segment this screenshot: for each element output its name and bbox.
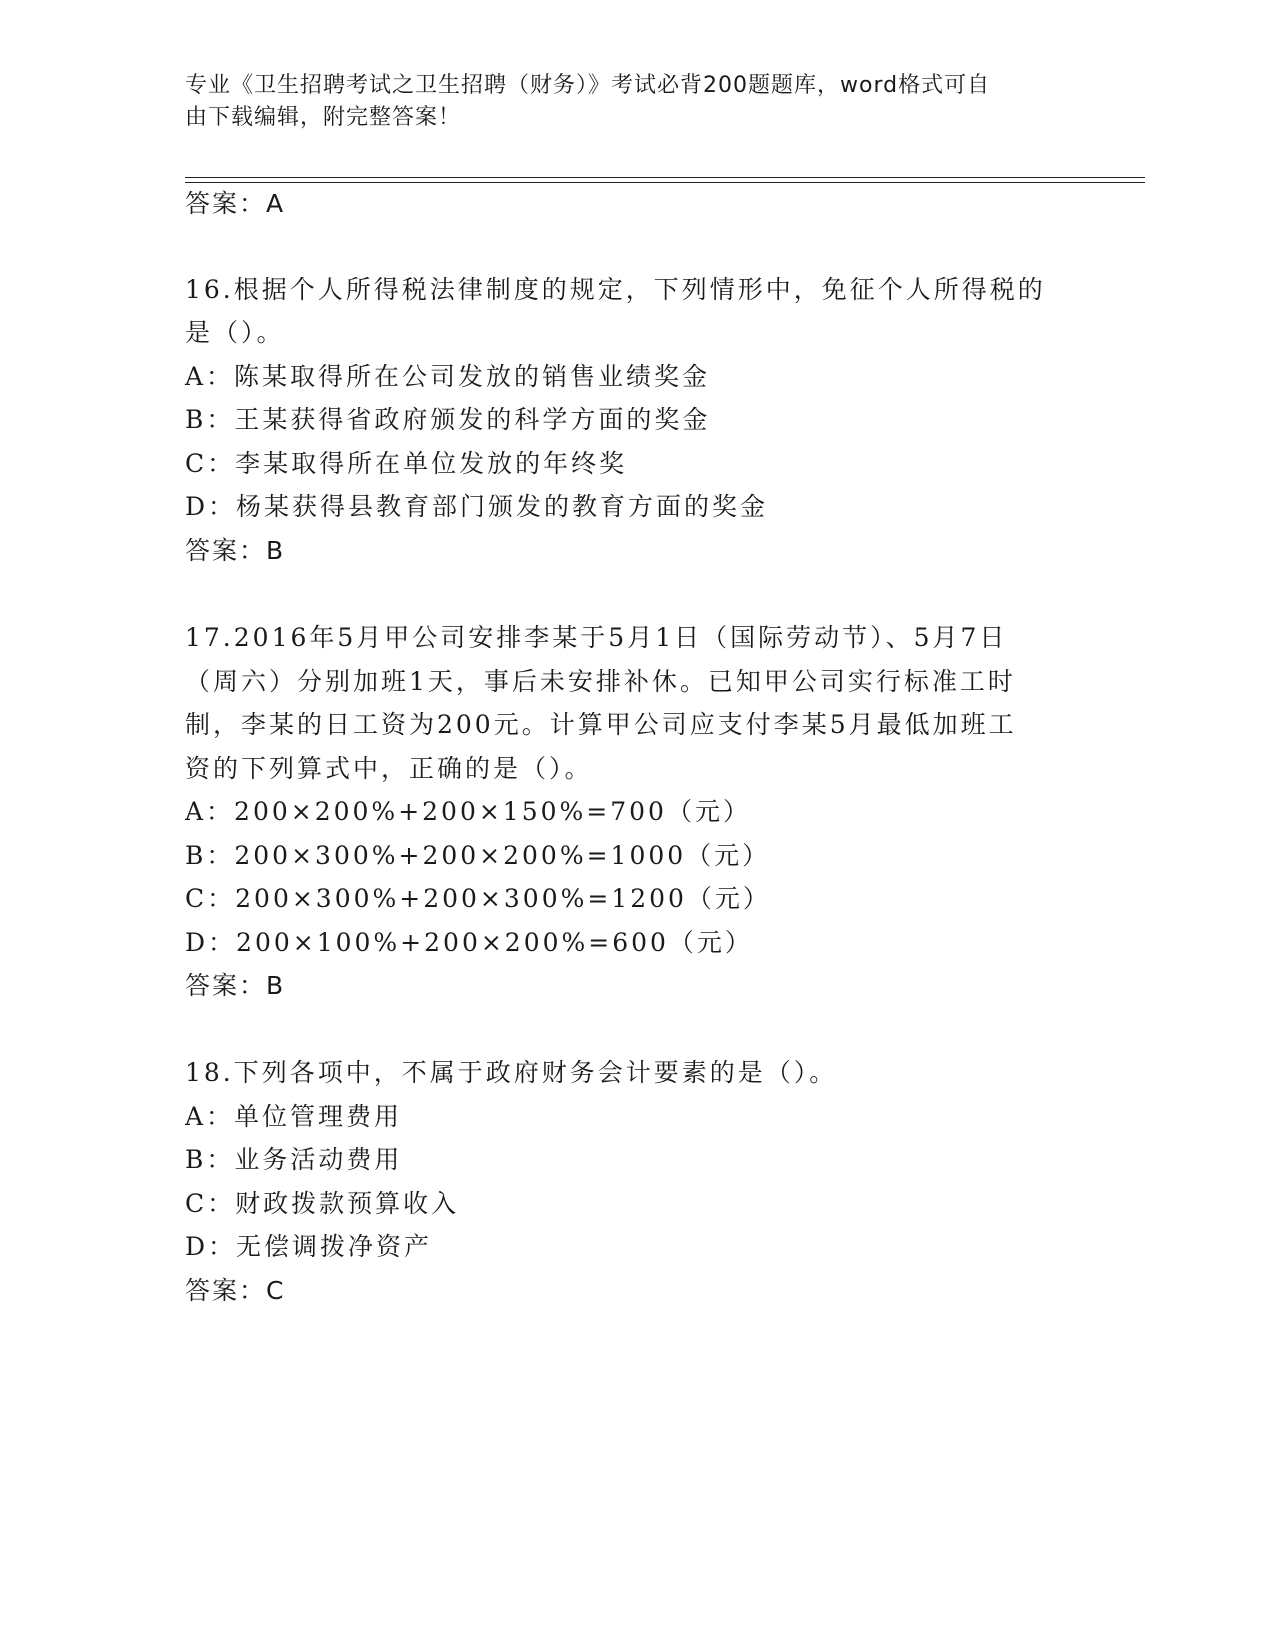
header-rule-bottom — [185, 182, 1145, 183]
question-18-option-c: C：财政拨款预算收入 — [185, 1189, 460, 1218]
question-17-line-4: 资的下列算式中，正确的是（）。 — [185, 754, 593, 783]
question-18-option-a: A：单位管理费用 — [185, 1102, 403, 1131]
previous-answer: 答案：A — [185, 189, 286, 218]
header-line-1: 专业《卫生招聘考试之卫生招聘（财务）》考试必背200题题库，word格式可自 — [185, 73, 991, 98]
question-16-option-c: C：李某取得所在单位发放的年终奖 — [185, 449, 628, 478]
question-16-option-d: D：杨某获得县教育部门颁发的教育方面的奖金 — [185, 492, 769, 521]
question-18-line-1: 18.下列各项中，不属于政府财务会计要素的是（）。 — [185, 1058, 838, 1087]
question-16-option-a: A：陈某取得所在公司发放的销售业绩奖金 — [185, 362, 711, 391]
question-17-option-c: C：200×300%+200×300%=1200（元） — [185, 884, 771, 913]
question-18-answer: 答案：C — [185, 1276, 286, 1305]
header-line-2: 由下载编辑，附完整答案！ — [185, 105, 462, 130]
question-17-option-d: D：200×100%+200×200%=600（元） — [185, 928, 753, 957]
question-17-line-2: （周六）分别加班1天，事后未安排补休。已知甲公司实行标准工时 — [185, 667, 1016, 696]
question-18-option-d: D：无偿调拨净资产 — [185, 1232, 433, 1261]
question-17-option-a: A：200×200%+200×150%=700（元） — [185, 797, 751, 826]
document-header — [185, 70, 1065, 134]
question-17-line-3: 制，李某的日工资为200元。计算甲公司应支付李某5月最低加班工 — [185, 710, 1017, 739]
question-17-line-1: 17.2016年5月甲公司安排李某于5月1日（国际劳动节）、5月7日 — [185, 623, 1008, 652]
question-16-option-b: B：王某获得省政府颁发的科学方面的奖金 — [185, 405, 711, 434]
question-16-line-1: 16.根据个人所得税法律制度的规定，下列情形中，免征个人所得税的 — [185, 275, 1046, 304]
question-17-option-b: B：200×300%+200×200%=1000（元） — [185, 841, 771, 870]
question-16-line-2: 是（）。 — [185, 318, 285, 347]
question-17-answer: 答案：B — [185, 971, 286, 1000]
question-16-answer: 答案：B — [185, 536, 286, 565]
question-18-option-b: B：业务活动费用 — [185, 1145, 403, 1174]
header-rule-top — [185, 177, 1145, 178]
